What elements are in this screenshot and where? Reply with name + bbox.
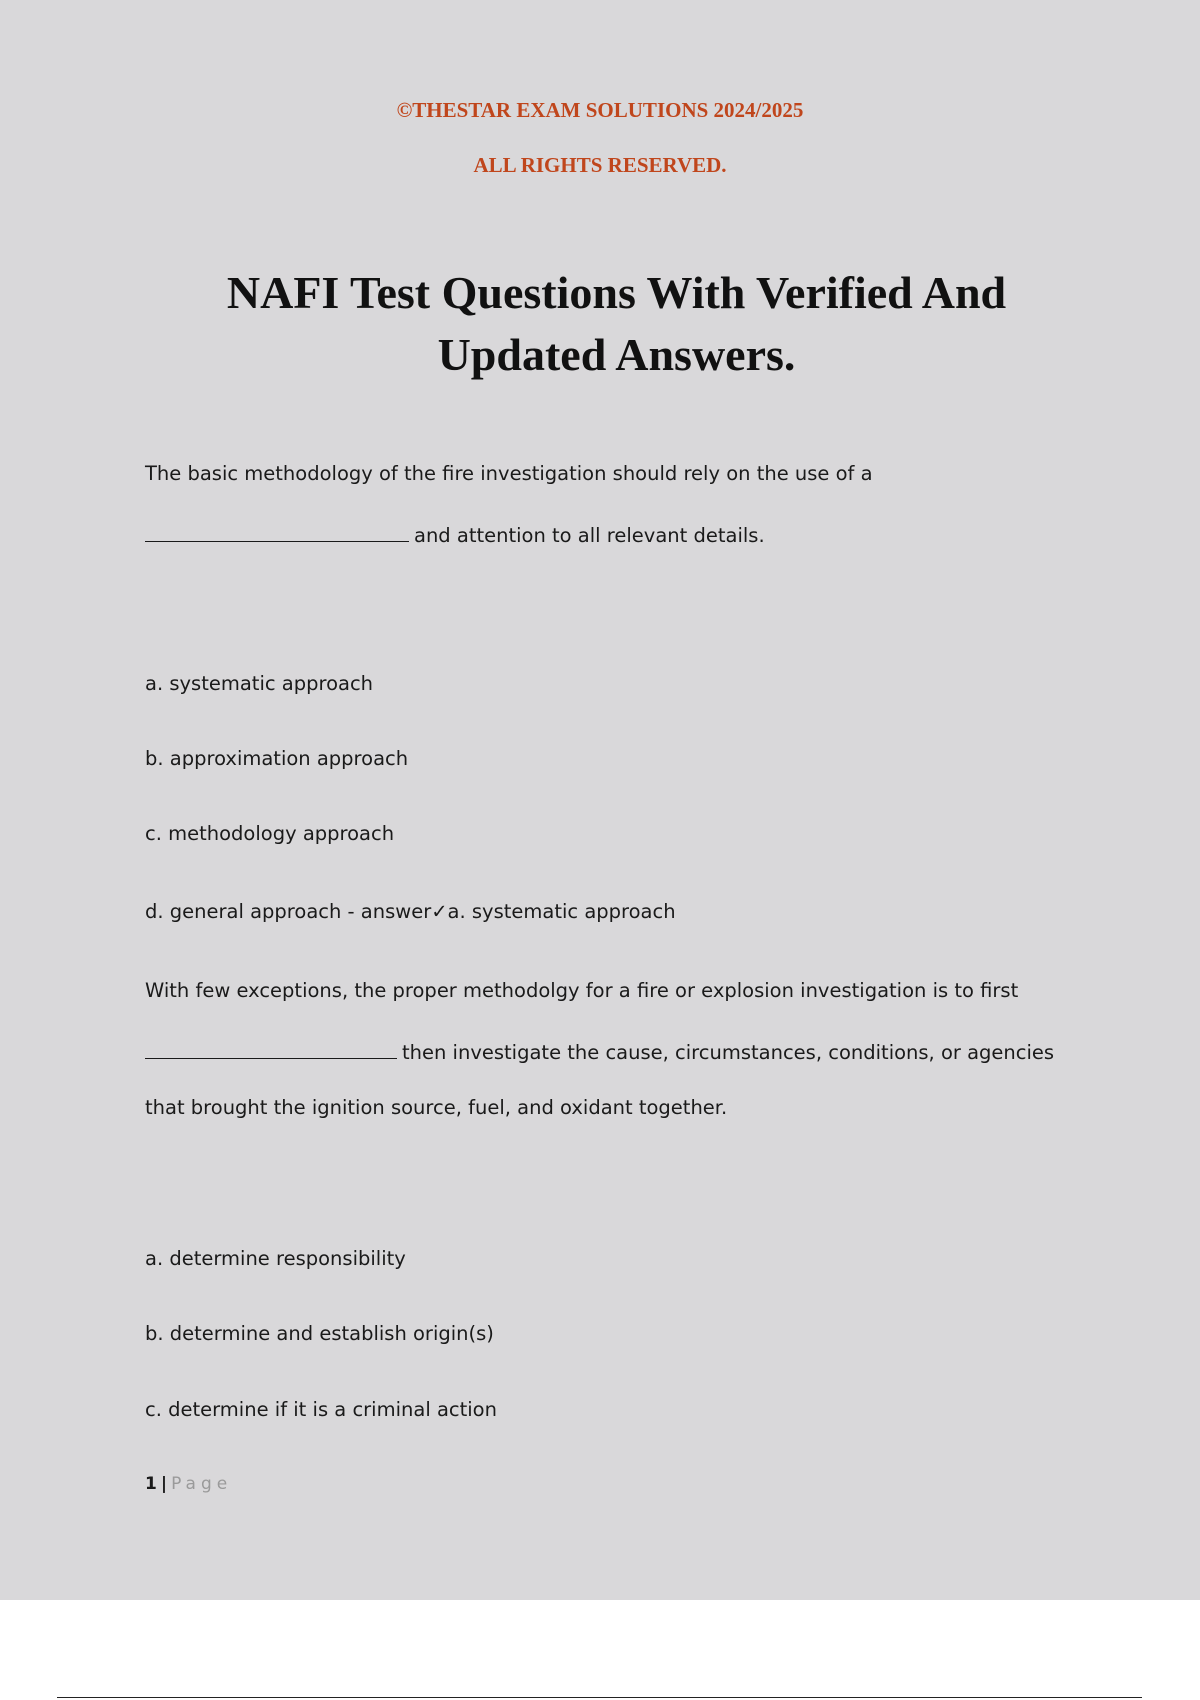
question-1-option-d-answer: d. general approach - answer✓a. systematic approach xyxy=(145,900,676,923)
question-1-option-a: a. systematic approach xyxy=(145,672,374,695)
question-1-stem-line-1: The basic methodology of the fire investigation should rely on the use of a xyxy=(145,462,873,485)
question-2-stem-line-2 xyxy=(145,1038,1054,1064)
page-footer xyxy=(145,1474,232,1494)
question-2-stem-line-1: With few exceptions, the proper methodolgy for a fire or explosion investigation is to first xyxy=(145,979,1019,1002)
question-2-option-a: a. determine responsibility xyxy=(145,1247,406,1270)
rights-reserved-header: ALL RIGHTS RESERVED. xyxy=(473,153,727,177)
copyright-header: ©THESTAR EXAM SOLUTIONS 2024/2025 xyxy=(396,98,804,122)
answer-blank xyxy=(145,521,409,542)
page-label: Page xyxy=(171,1474,233,1494)
question-2-stem-line-3: that brought the ignition source, fuel, and oxidant together. xyxy=(145,1096,728,1119)
document-title xyxy=(100,262,1133,386)
next-page-top-rule xyxy=(57,1697,1142,1698)
title-line-2: Updated Answers. xyxy=(437,329,796,380)
answer-blank xyxy=(145,1038,397,1059)
question-1-option-b: b. approximation approach xyxy=(145,747,409,770)
question-2-option-b: b. determine and establish origin(s) xyxy=(145,1322,494,1345)
question-1-stem-rest: and attention to all relevant details. xyxy=(414,524,765,547)
question-1-stem-line-2 xyxy=(145,521,765,547)
footer-separator: | xyxy=(160,1474,168,1494)
question-2-option-c: c. determine if it is a criminal action xyxy=(145,1398,497,1421)
question-2-stem-rest: then investigate the cause, circumstances, conditions, or agencies xyxy=(402,1041,1055,1064)
question-1-option-c: c. methodology approach xyxy=(145,822,395,845)
title-line-1: NAFI Test Questions With Verified And xyxy=(226,267,1007,318)
page-number: 1 xyxy=(145,1474,157,1494)
